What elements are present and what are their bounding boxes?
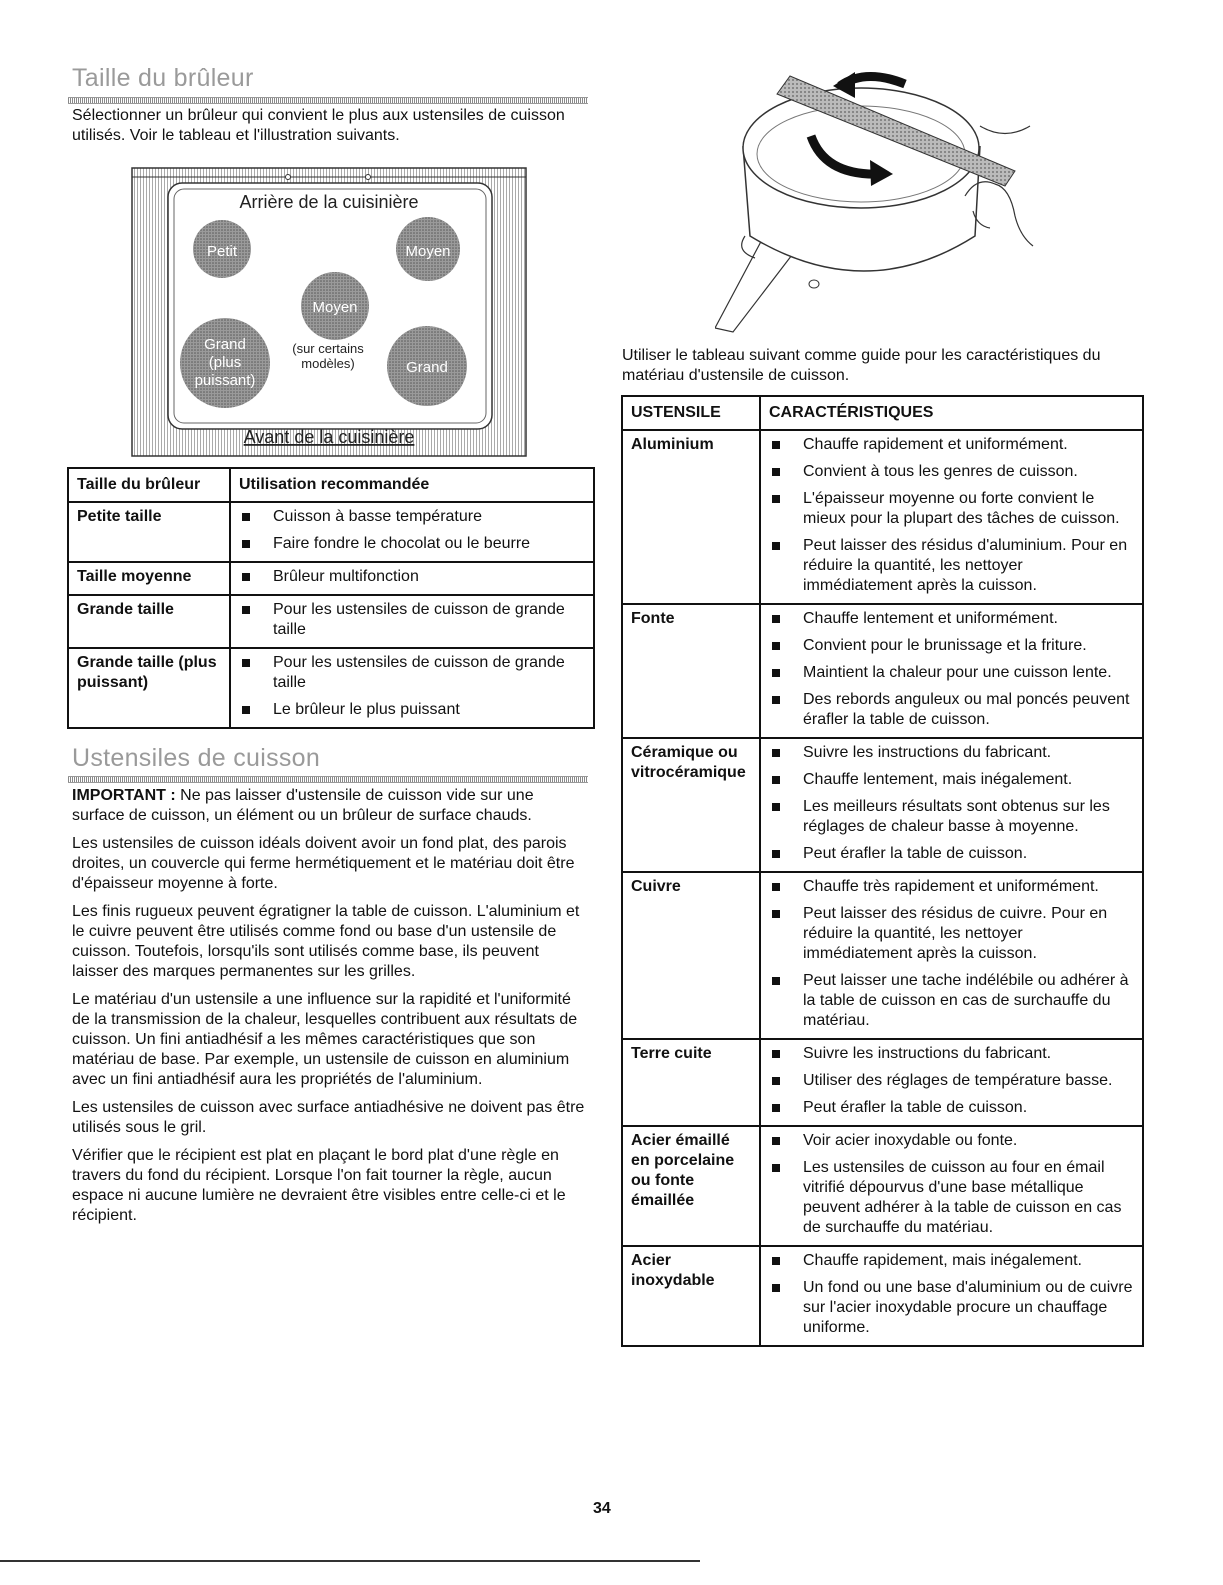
table-row: [622, 1039, 1143, 1126]
table-row: [622, 1126, 1143, 1246]
list-item: Les meilleurs résultats sont obtenus sur les réglages de chaleur basse à moyenne.: [769, 797, 1134, 837]
row-label: Fonte: [622, 604, 760, 738]
list-item: Un fond ou une base d'aluminium ou de cuivre sur l'acier inoxydable procure un chauffage uniforme.: [769, 1278, 1134, 1338]
cooktop-diagram: [128, 163, 530, 461]
list-item: Cuisson à basse température: [239, 507, 585, 527]
list-item: Faire fondre le chocolat ou le beurre: [239, 534, 585, 554]
list-item: Peut laisser des résidus de cuivre. Pour en réduire la quantité, les nettoyer immédiatement après la cuisson.: [769, 904, 1134, 964]
footer-line: [0, 1560, 700, 1562]
table-row: [622, 604, 1143, 738]
table-row: [68, 648, 594, 728]
row-label: Acier inoxydable: [622, 1246, 760, 1346]
paragraph: Les ustensiles de cuisson idéals doivent avoir un fond plat, des parois droites, un couvercle qui ferme hermétiquement et le matériau doit être d'épaisseur moyenne à forte.: [72, 835, 575, 892]
table-header: Utilisation recommandée: [230, 468, 594, 502]
burner-label-large: Grand: [406, 359, 448, 376]
table-row: [622, 430, 1143, 604]
section-intro: Sélectionner un brûleur qui convient le plus aux ustensiles de cuisson utilisés. Voir le tableau et l'illustration suivants.: [72, 107, 565, 144]
paragraph: Vérifier que le récipient est plat en plaçant le bord plat d'une règle en travers du fond du récipient. Lorsque l'on fait tourner la règle, aucun espace ni aucune lumière ne devraient être visibles entre celle-ci et le récipient.: [72, 1147, 566, 1224]
list-item: Peut érafler la table de cuisson.: [769, 1098, 1134, 1118]
table-row: [68, 595, 594, 648]
cooktop-back-label: Arrière de la cuisinière: [239, 192, 419, 212]
list-item: Peut laisser une tache indélébile ou adhérer à la table de cuisson en cas de surchauffe du matériau.: [769, 971, 1134, 1031]
row-label: Petite taille: [68, 502, 230, 562]
row-label: Terre cuite: [622, 1039, 760, 1126]
ruler-pan-illustration: [715, 66, 1055, 336]
row-label: Grande taille (plus puissant): [68, 648, 230, 728]
table-header: Taille du brûleur: [68, 468, 230, 502]
important-paragraph: [72, 786, 588, 826]
list-item: Peut laisser des résidus d'aluminium. Pour en réduire la quantité, les nettoyer immédiatement après la cuisson.: [769, 536, 1134, 596]
row-label: Grande taille: [68, 595, 230, 648]
list-item: Pour les ustensiles de cuisson de grande taille: [239, 653, 585, 693]
paragraph: Le matériau d'un ustensile a une influence sur la rapidité et l'uniformité de la transmission de la chaleur, lesquelles contribuent aux résultats de cuisson. Un fini antiadhésif a les mêmes caractéristiques que son matériau de base. Par exemple, un ustensile de cuisson en aluminium avec un fini antiadhésif aura les propriétés de l'aluminium.: [72, 991, 578, 1088]
paragraph: Les finis rugueux peuvent égratigner la table de cuisson. L'aluminium et le cuivre peuvent être utilisés comme fond ou base d'un ustensile de cuisson. Toutefois, lorsqu'ils sont utilisés comme base, ils peuvent laisser des marques permanentes sur les grilles.: [72, 903, 580, 980]
row-label: Céramique ou vitrocéramique: [622, 738, 760, 872]
list-item: Suivre les instructions du fabricant.: [769, 1044, 1134, 1064]
page-number: 34: [593, 1500, 611, 1517]
table-row: [622, 872, 1143, 1039]
list-item: Convient pour le brunissage et la friture.: [769, 636, 1134, 656]
important-label: IMPORTANT :: [72, 787, 176, 804]
svg-text:(plus: (plus: [208, 354, 242, 371]
list-item: Chauffe lentement, mais inégalement.: [769, 770, 1134, 790]
list-item: L'épaisseur moyenne ou forte convient le mieux pour la plupart des tâches de cuisson.: [769, 489, 1134, 529]
list-item: Suivre les instructions du fabricant.: [769, 743, 1134, 763]
table-row: [622, 738, 1143, 872]
svg-text:(sur certains: (sur certains: [292, 341, 364, 356]
svg-text:modèles): modèles): [301, 356, 355, 371]
cooktop-front-label: Avant de la cuisinière: [243, 427, 415, 447]
list-item: Convient à tous les genres de cuisson.: [769, 462, 1134, 482]
list-item: Le brûleur le plus puissant: [239, 700, 585, 720]
table-row: [68, 502, 594, 562]
section-divider: [68, 97, 588, 104]
section-title-burner-size: Taille du brûleur: [72, 64, 254, 92]
row-label: Taille moyenne: [68, 562, 230, 595]
row-label: Cuivre: [622, 872, 760, 1039]
important-text: Ne pas laisser d'ustensile de cuisson vide sur une surface de cuisson, un élément ou un brûleur de surface chauds.: [72, 787, 534, 824]
list-item: Voir acier inoxydable ou fonte.: [769, 1131, 1134, 1151]
list-item: Pour les ustensiles de cuisson de grande taille: [239, 600, 585, 640]
table-row: [68, 562, 594, 595]
section-divider: [68, 776, 588, 783]
list-item: Peut érafler la table de cuisson.: [769, 844, 1134, 864]
list-item: Chauffe rapidement, mais inégalement.: [769, 1251, 1134, 1271]
section-title-cookware: Ustensiles de cuisson: [72, 744, 321, 772]
list-item: Maintient la chaleur pour une cuisson lente.: [769, 663, 1134, 683]
table-header: CARACTÉRISTIQUES: [760, 396, 1143, 430]
table-row: [622, 1246, 1143, 1346]
list-item: Utiliser des réglages de température basse.: [769, 1071, 1134, 1091]
list-item: Des rebords anguleux ou mal poncés peuvent érafler la table de cuisson.: [769, 690, 1134, 730]
list-item: Les ustensiles de cuisson au four en émail vitrifié dépourvus d'une base métallique peuvent adhérer à la table de cuisson en cas de surchauffe du matériau.: [769, 1158, 1134, 1238]
list-item: Brûleur multifonction: [239, 567, 585, 587]
burner-label-medium-center: Moyen: [312, 299, 358, 316]
list-item: Chauffe rapidement et uniformément.: [769, 435, 1134, 455]
burner-table: [67, 467, 595, 729]
material-table: [621, 395, 1144, 1347]
row-label: Aluminium: [622, 430, 760, 604]
svg-text:Grand: Grand: [204, 336, 246, 353]
list-item: Chauffe très rapidement et uniformément.: [769, 877, 1134, 897]
paragraph: Les ustensiles de cuisson avec surface antiadhésive ne doivent pas être utilisés sous le gril.: [72, 1099, 585, 1136]
burner-label-medium-right: Moyen: [405, 243, 451, 260]
svg-text:puissant): puissant): [194, 372, 256, 389]
row-label: Acier émaillé en porcelaine ou fonte émaillée: [622, 1126, 760, 1246]
material-table-intro: Utiliser le tableau suivant comme guide pour les caractéristiques du matériau d'ustensile de cuisson.: [622, 347, 1101, 384]
table-header: USTENSILE: [622, 396, 760, 430]
list-item: Chauffe lentement et uniformément.: [769, 609, 1134, 629]
cookware-body: [72, 786, 588, 1234]
center-burner-note: [292, 341, 364, 371]
burner-label-small: Petit: [206, 243, 238, 260]
